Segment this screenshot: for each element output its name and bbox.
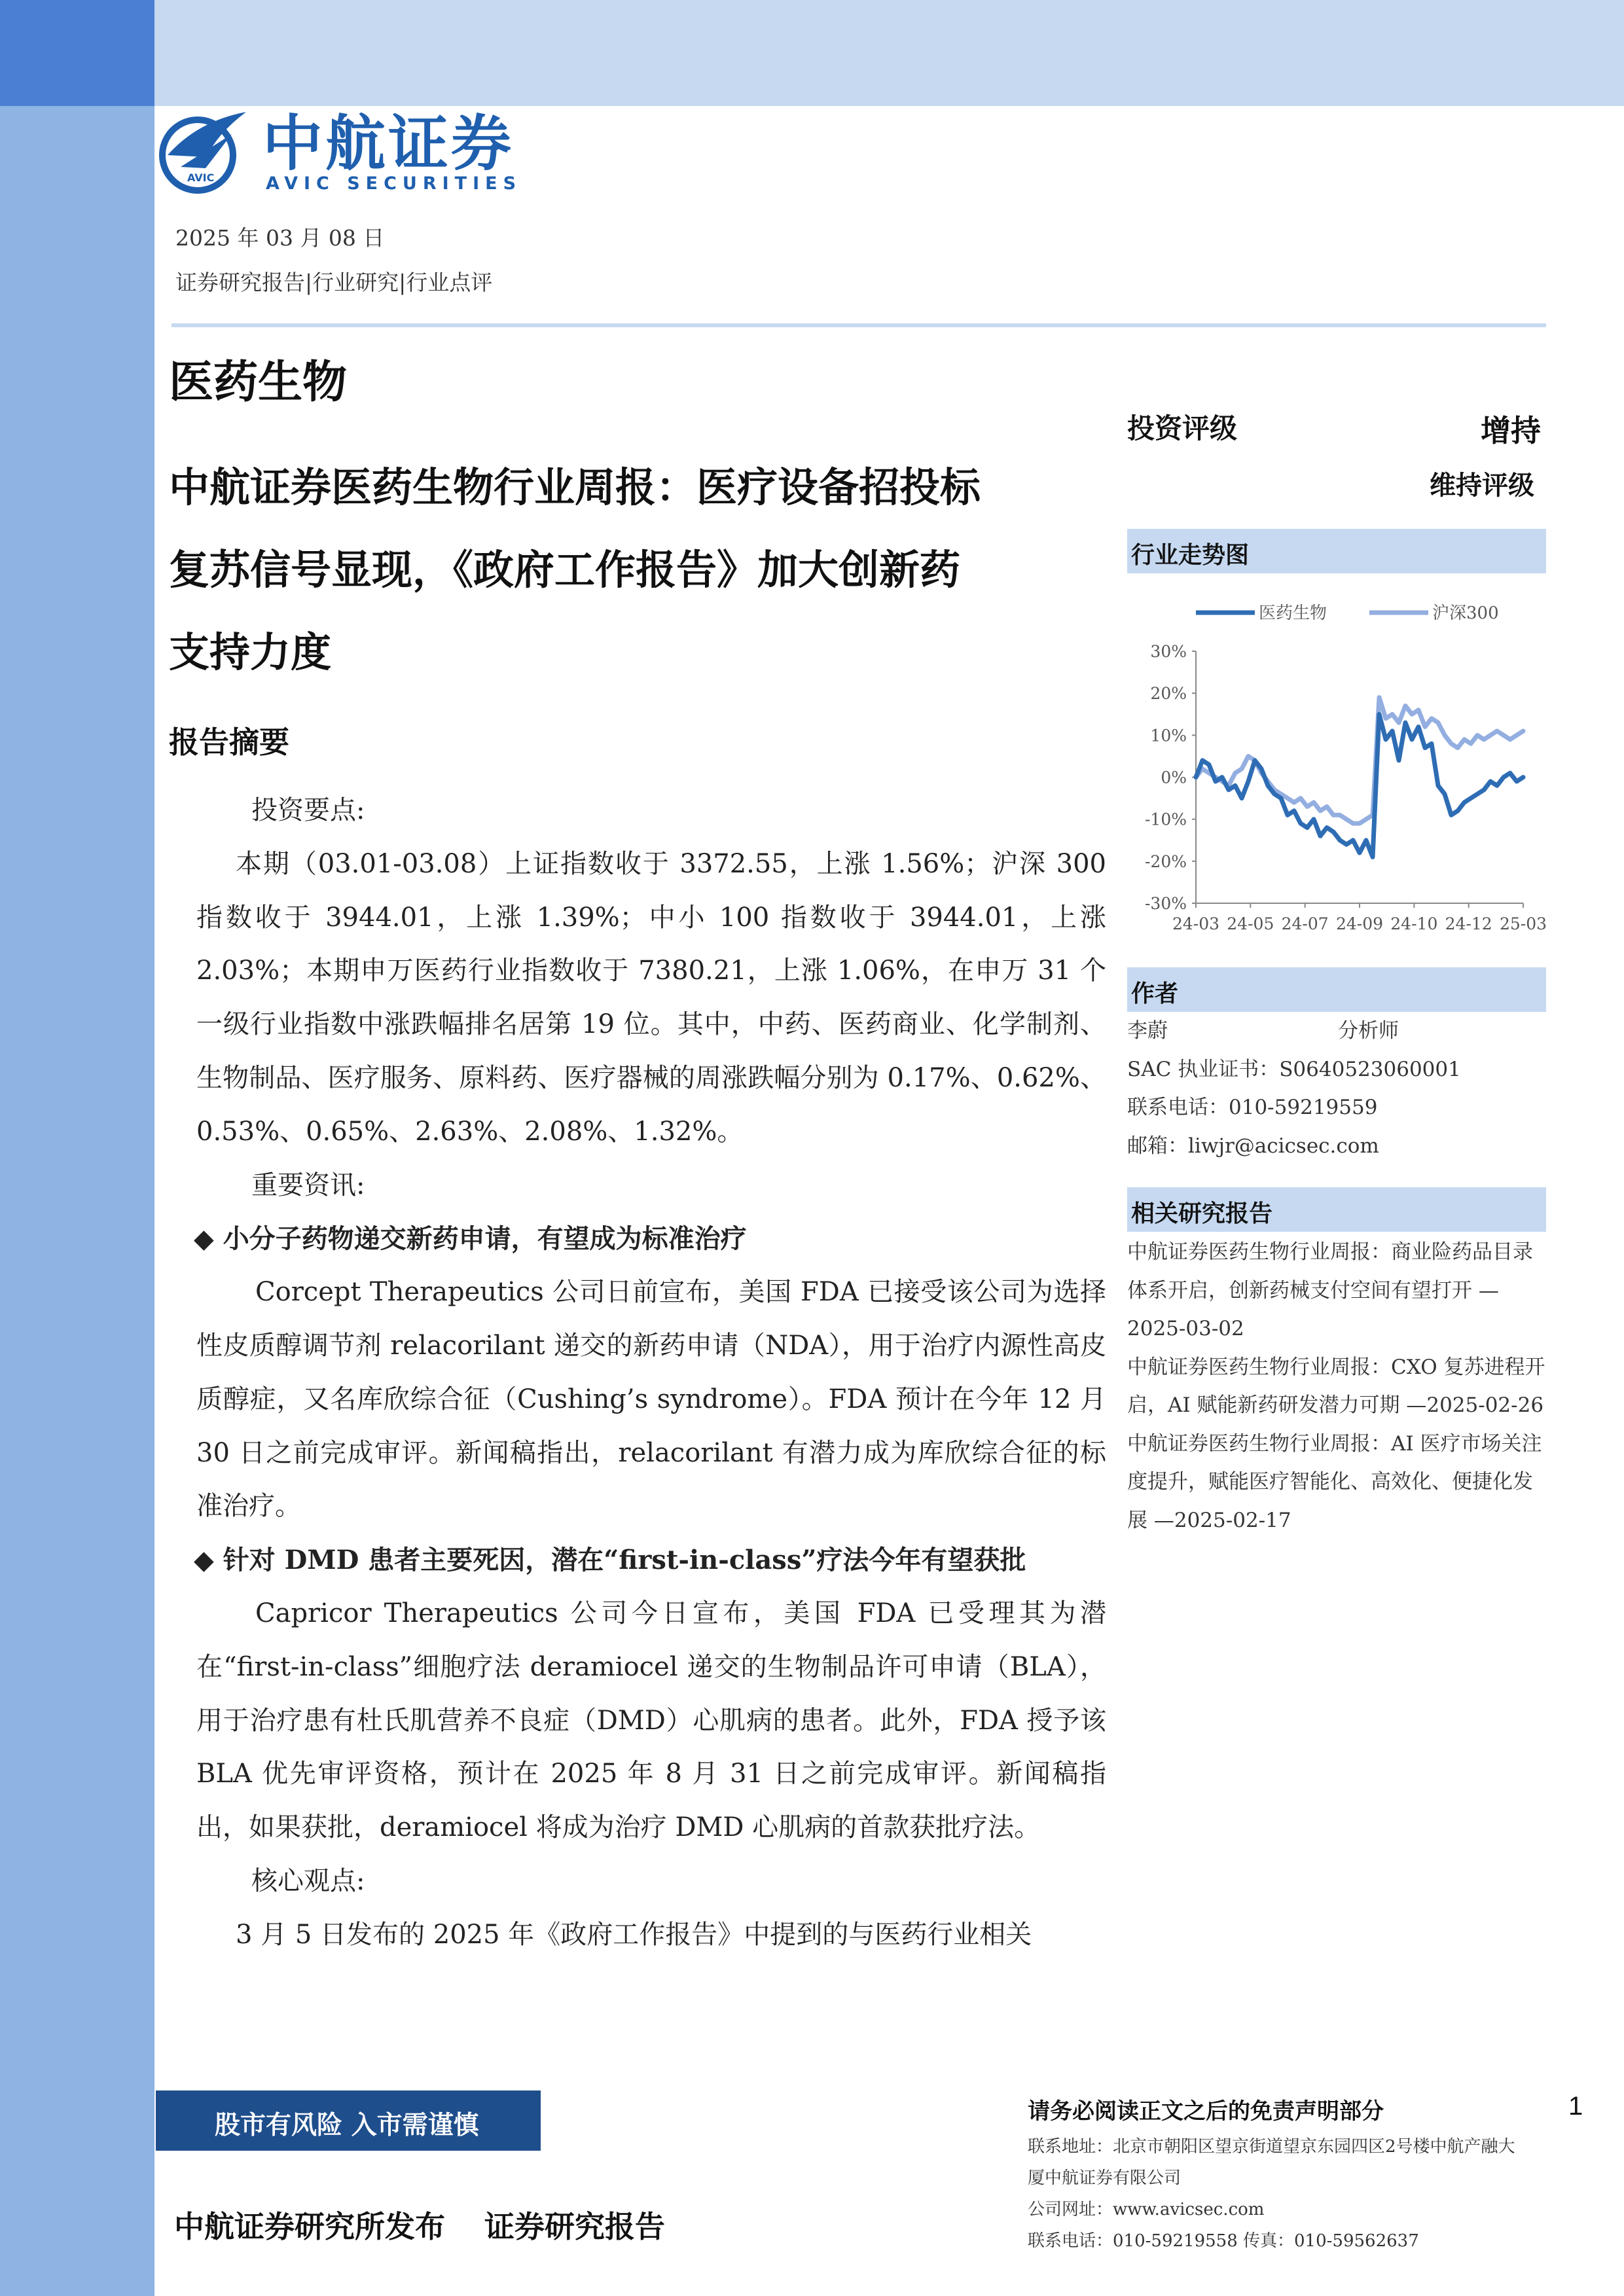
trend-chart-bar <box>1127 529 1546 573</box>
news-label: 重要资讯: <box>251 1170 365 1200</box>
contact-phone-fax: 联系电话：010-59219558 传真：010-59562637 <box>1028 2231 1419 2251</box>
title-line: 复苏信号显现，《政府工作报告》加大创新药 <box>169 546 961 594</box>
author-heading: 作者 <box>1131 980 1179 1007</box>
company-logo <box>154 108 534 200</box>
author-role: 分析师 <box>1338 1019 1399 1043</box>
core-label: 核心观点: <box>251 1865 365 1896</box>
report-label: 证券研究报告 <box>484 2209 665 2244</box>
x-tick-label: 24-05 <box>1227 914 1274 933</box>
contact-website: 公司网址：www.avicsec.com <box>1028 2200 1265 2219</box>
author-phone: 联系电话：010-59219559 <box>1127 1096 1378 1119</box>
title-line: 中航证券医药生物行业周报：医疗设备招投标 <box>169 463 981 511</box>
x-tick-label: 24-07 <box>1281 914 1329 933</box>
page-number: 1 <box>1568 2092 1583 2121</box>
industry-heading: 医药生物 <box>169 356 348 408</box>
author-sac: SAC 执业证书：S0640523060001 <box>1127 1057 1461 1081</box>
contact-address: 联系地址：北京市朝阳区望京街道望京东园四区2号楼中航产融大 <box>1028 2137 1515 2157</box>
report-title <box>169 446 1111 694</box>
related-line: 中航证券医药生物行业周报：CXO 复苏进程开 <box>1127 1355 1545 1379</box>
risk-warning-text: 股市有风险 入市需谨慎 <box>215 2110 479 2140</box>
author-info <box>1127 1012 1546 1165</box>
related-line: 启，AI 赋能新药研发潜力可期 —2025-02-26 <box>1127 1393 1544 1417</box>
x-tick-label: 24-10 <box>1390 914 1438 933</box>
contact-info <box>1028 2131 1538 2257</box>
y-tick-label: 30% <box>1150 642 1187 661</box>
author-bar <box>1127 967 1546 1012</box>
series-line <box>1196 714 1523 857</box>
author-row <box>1127 1012 1546 1050</box>
logo-chinese-name: 中航证券 <box>262 109 514 179</box>
rating-label: 投资评级 <box>1127 412 1238 444</box>
report-date: 2025 年 03 月 08 日 <box>175 225 385 251</box>
invest-points-label: 投资要点: <box>251 795 365 825</box>
news-headline: ◆ 针对 DMD 患者主要死因，潜在“first-in-class”疗法今年有望获批 <box>194 1545 1026 1576</box>
rating-sub: 维持评级 <box>1430 470 1534 501</box>
y-tick-label: -10% <box>1144 810 1187 829</box>
related-line: 度提升，赋能医疗智能化、高效化、便捷化发 <box>1127 1470 1533 1494</box>
related-line: 体系开启，创新药械支付空间有望打开 — <box>1127 1278 1499 1302</box>
header-divider <box>171 323 1546 327</box>
market-paragraph: 本期（03.01-03.08）上证指数收于 3372.55，上涨 1.56%；沪深 300 指数收于 3944.01，上涨 1.39%；中小 100 指数收于 3944.01，上涨 2.03%；本期申万医药行业指数收于 7380.21，上涨 1.06%，在申万 31 个一级行业指数中涨跌幅排名居第 19 位。其中，中药、医药商业、化学制剂、生物制品、医疗服务、原料药、医疗器械的周涨跌幅分别为 0.17%、0.62%、0.53%、0.65%、2.63%、2.08%、1.32%。 <box>196 848 1106 1147</box>
core-text: 3 月 5 日发布的 2025 年《政府工作报告》中提到的与医药行业相关 <box>236 1919 1032 1950</box>
trend-chart-svg <box>1127 583 1546 949</box>
summary-heading: 报告摘要 <box>169 725 289 760</box>
author-name: 李蔚 <box>1127 1019 1168 1043</box>
y-tick-label: 0% <box>1161 768 1187 787</box>
series-line <box>1196 698 1523 824</box>
x-tick-label: 24-03 <box>1172 914 1220 933</box>
avic-logo-icon <box>154 108 253 200</box>
risk-warning-box <box>156 2090 541 2151</box>
left-sidebar-band <box>0 106 154 2296</box>
related-line: 中航证券医药生物行业周报：商业险药品目录 <box>1127 1240 1533 1264</box>
trend-chart-title: 行业走势图 <box>1131 541 1250 569</box>
publisher-label: 中航证券研究所发布 <box>174 2209 445 2244</box>
rating-value: 增持 <box>1481 413 1541 448</box>
logo-english-name: AVIC SECURITIES <box>266 173 522 194</box>
related-line: 展 —2025-02-17 <box>1127 1508 1291 1532</box>
news-body: Capricor Therapeutics 公司今日宣布，美国 FDA 已受理其为潜在“first-in-class”细胞疗法 deramiocel 递交的生物制品许可申请（BLA），用于治疗患有杜氏肌营养不良症（DMD）心肌病的患者。此外，FDA 授予该 BLA 优先审评资格，预计在 2025 年 8 月 31 日之前完成审评。新闻稿指出，如果获批，deramiocel 将成为治疗 DMD 心肌病的首款获批疗法。 <box>196 1598 1106 1843</box>
trend-chart <box>1127 583 1546 949</box>
report-type: 证券研究报告|行业研究|行业点评 <box>175 270 493 295</box>
related-reports <box>1127 1233 1546 1539</box>
header-band <box>154 0 1624 106</box>
related-line: 中航证券医药生物行业周报：AI 医疗市场关注 <box>1127 1431 1542 1456</box>
author-email: 邮箱：liwjr@acicsec.com <box>1127 1134 1379 1158</box>
x-tick-label: 24-09 <box>1335 914 1384 933</box>
legend-label: 医药生物 <box>1259 603 1327 623</box>
y-tick-label: 20% <box>1150 684 1187 704</box>
related-bar <box>1127 1187 1546 1232</box>
header-accent-block <box>0 0 154 106</box>
title-line: 支持力度 <box>169 628 332 676</box>
summary-body <box>196 784 1106 1962</box>
legend-label: 沪深300 <box>1432 603 1499 623</box>
svg-text:AVIC: AVIC <box>187 171 215 184</box>
disclaimer-notice: 请务必阅读正文之后的免责声明部分 <box>1028 2098 1384 2125</box>
related-line: 2025-03-02 <box>1127 1317 1244 1340</box>
news-body: Corcept Therapeutics 公司日前宣布，美国 FDA 已接受该公司为选择性皮质醇调节剂 relacorilant 递交的新药申请（NDA），用于治疗内源性高皮质醇症，又名库欣综合征（Cushing’s syndrome）。FDA 预计在今年 12 月 30 日之前完成审评。新闻稿指出，relacorilant 有潜力成为库欣综合征的标准治疗。 <box>196 1277 1106 1522</box>
contact-address-cont: 厦中航证券有限公司 <box>1028 2168 1182 2188</box>
related-heading: 相关研究报告 <box>1131 1200 1273 1227</box>
y-tick-label: -30% <box>1144 894 1187 913</box>
x-tick-label: 25-03 <box>1499 914 1546 933</box>
news-headline: ◆ 小分子药物递交新药申请，有望成为标准治疗 <box>194 1223 747 1255</box>
y-tick-label: 10% <box>1150 726 1187 745</box>
y-tick-label: -20% <box>1144 852 1187 871</box>
x-tick-label: 24-12 <box>1445 914 1492 933</box>
